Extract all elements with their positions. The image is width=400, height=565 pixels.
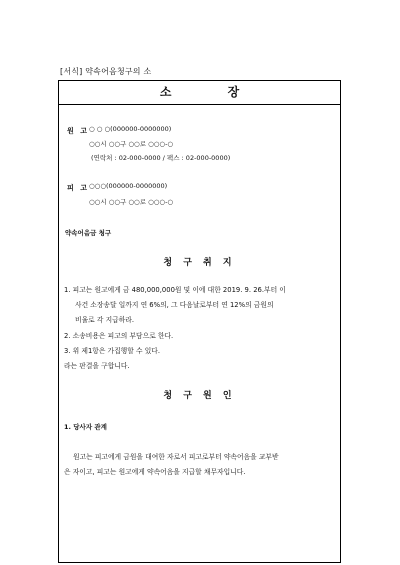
plaintiff-name: ○ ○ ○(000000-0000000) — [89, 125, 172, 133]
defendant-address: ○○시 ○○구 ○○로 ○○○-○ — [89, 198, 174, 206]
claim-item-1-line-1: 1. 피고는 원고에게 금 480,000,000원 및 이에 대한 2019. 9. 26.부터 이 — [64, 286, 286, 294]
claim-item-1-line-2: 사건 소장송달 일까지 연 6%의, 그 다음날로부터 연 12%의 금원의 — [75, 301, 274, 309]
section-parties-line-2: 은 자이고, 피고는 원고에게 약속어음을 지급할 채무자입니다. — [64, 468, 246, 476]
claim-item-2: 2. 소송비용은 피고의 부담으로 한다. — [64, 332, 174, 340]
claim-purpose-title: 청 구 취 지 — [163, 258, 236, 268]
plaintiff-contact: (연락처 : 02-000-0000 / 팩스 : 02-000-0000) — [91, 154, 231, 162]
defendant-name: ○○○(000000-0000000) — [89, 182, 168, 190]
claim-closing: 라는 판결을 구합니다. — [64, 362, 130, 370]
plaintiff-label: 원 고 — [67, 127, 89, 135]
section-parties-line-1: 원고는 피고에게 금원을 대여한 자로서 피고로부터 약속어음을 교부받 — [73, 453, 279, 461]
case-name: 약속어음금 청구 — [65, 229, 112, 237]
document-title: 소 장 — [59, 81, 340, 105]
plaintiff-address: ○○시 ○○구 ○○로 ○○○-○ — [89, 140, 174, 148]
claim-item-1-line-3: 비율로 각 지급하라. — [75, 316, 135, 324]
claim-item-3: 3. 위 제1항은 가집행할 수 있다. — [64, 347, 160, 355]
complaint-document — [58, 80, 341, 563]
claim-cause-title: 청 구 원 인 — [163, 391, 236, 401]
document-form-label: [서식] 약속어음청구의 소 — [60, 67, 152, 76]
section-parties-title: 1. 당사자 관계 — [64, 423, 107, 431]
defendant-label: 피 고 — [67, 184, 89, 192]
